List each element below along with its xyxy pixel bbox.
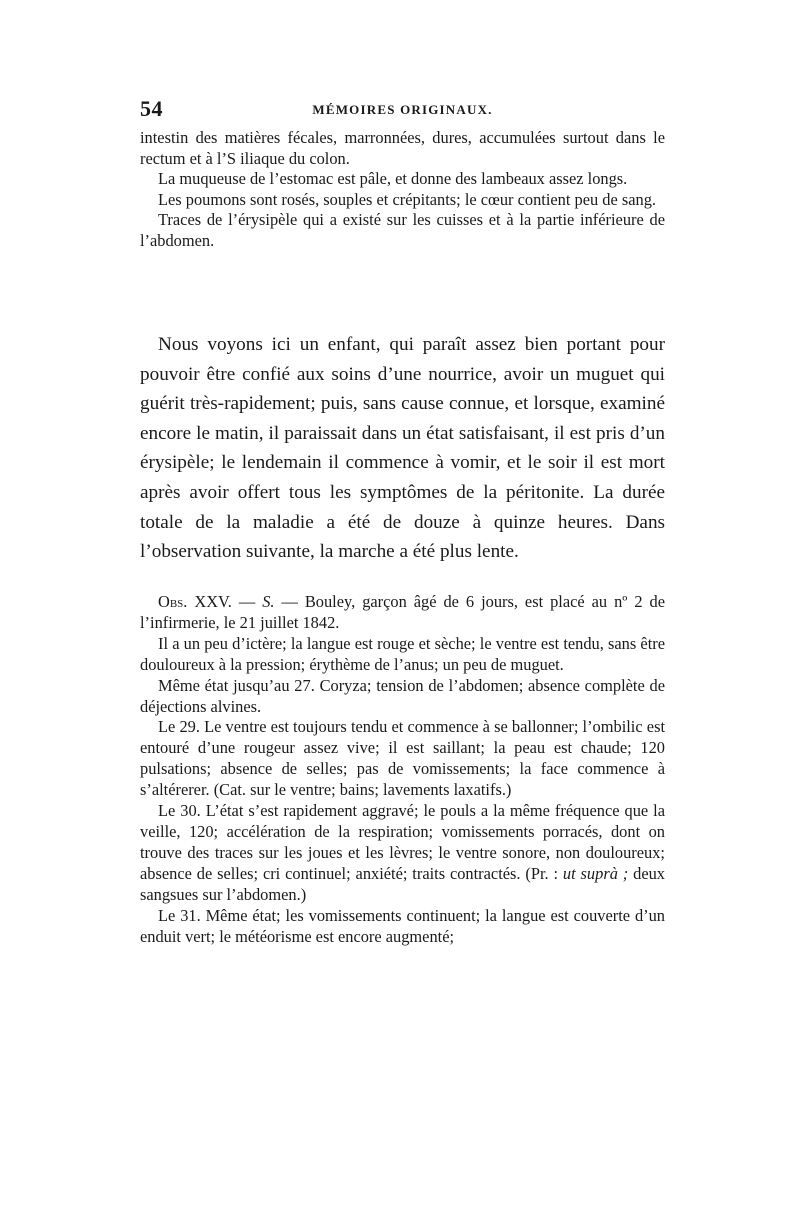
observation-paragraph-4: Le 29. Le ventre est toujours tendu et commence à se ballonner; l’ombilic est entouré d’une rougeur assez vive; il est saillant; la peau est chaude; 120 pulsations; absence de selles; pas de vomissements; la face commence à s’altérerer. (Cat. sur le ventre; bains; lavements laxatifs.) (140, 717, 665, 800)
observation-paragraph-6: Le 31. Même état; les vomissements continuent; la langue est couverte d’un enduit vert; le météorisme est encore augmenté; (140, 905, 665, 946)
autopsy-paragraph-1: intestin des matières fécales, marronnées, dures, accumulées surtout dans le rectum et à l’S iliaque du colon. (140, 128, 665, 168)
observation-intro: Obs. XXV. — S. — Bouley, garçon âgé de 6 jours, est placé au nº 2 de l’infirmerie, le 21 juillet 1842. (140, 592, 665, 632)
patient-initial: S. (262, 592, 275, 611)
autopsy-paragraph-2: La muqueuse de l’estomac est pâle, et donne des lambeaux assez longs. (158, 169, 628, 188)
observation-section (140, 592, 665, 947)
autopsy-section (140, 128, 665, 251)
observation-label: Obs. XXV. (158, 592, 232, 611)
journal-title: MÉMOIRES ORIGINAUX. (312, 102, 493, 117)
observation-paragraph-5-end: deux sangsues sur l’abdomen.) (140, 863, 665, 904)
autopsy-paragraph-4: Traces de l’érysipèle qui a existé sur les cuisses et à la partie inférieure de l’abdomen. (140, 210, 665, 250)
observation-intro-text: — Bouley, garçon âgé de 6 jours, est placé au nº 2 de l’infirmerie, le 21 juillet 1842. (140, 592, 665, 632)
page-number: 54 (140, 96, 163, 121)
observation-paragraph-5 (140, 801, 665, 906)
observation-paragraph-5-text: Le 30. L’état s’est rapidement aggravé; le pouls a la même fréquence que la veille, 120; accélération de la respiration; vomissements porracés, dont on trouve des traces sur les joues et les lèvres; le ventre sonore, non douloureux; absence de selles; cri continuel; anxiété; traits contractés. (Pr. : (140, 801, 665, 883)
autopsy-paragraph-3: Les poumons sont rosés, souples et crépitants; le cœur contient peu de sang. (158, 189, 656, 209)
running-head (140, 96, 665, 126)
prescription-italic: ut suprà ; (562, 863, 629, 883)
observation-paragraph-3: Même état jusqu’au 27. Coryza; tension de l’abdomen; absence complète de déjections alvines. (140, 675, 665, 716)
observation-paragraph-2: Il a un peu d’ictère; la langue est rouge et sèche; le ventre est tendu, sans être douloureux à la pression; érythème de l’anus; un peu de muguet. (140, 633, 665, 674)
commentary-paragraph: Nous voyons ici un enfant, qui paraît assez bien portant pour pouvoir être confié aux soins d’une nourrice, avoir un muguet qui guérit très-rapidement; puis, sans cause connue, et lorsque, examiné encore le matin, il paraissait dans un état satisfaisant, il est pris d’un érysipèle; le lendemain il commence à vomir, et le soir il est mort après avoir offert tous les symptômes de la péritonite. La durée totale de la maladie a été de douze à quinze heures. Dans l’observation suivante, la marche a été plus lente. (140, 334, 665, 563)
commentary-section (140, 330, 665, 567)
